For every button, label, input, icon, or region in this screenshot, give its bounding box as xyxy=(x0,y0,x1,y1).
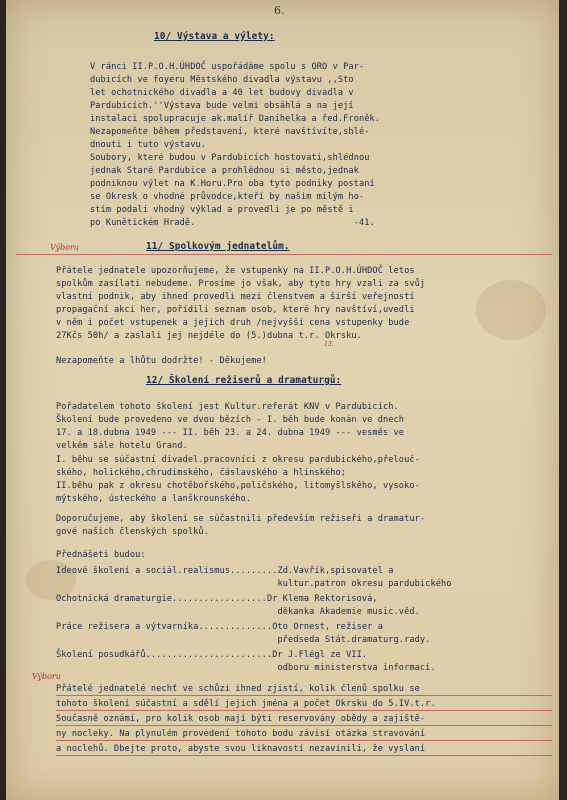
page-number: 6. xyxy=(274,4,285,17)
text-line: a noclehů. Dbejte proto, abyste svou liknavostí nezavinili, že vyslaní xyxy=(56,744,426,754)
red-underline xyxy=(16,254,552,255)
text-line: předseda Stát.dramaturg.rady. xyxy=(56,635,431,645)
text-line: Ochotnická dramaturgie..................Dr Klema Rektorisová, xyxy=(56,594,378,604)
text-line: Nezapomeňte a lhůtu dodržte! - Děkujeme! xyxy=(56,356,267,366)
handwritten-note: Výboru xyxy=(32,672,61,681)
text-line: kultur.patron okresu pardubického xyxy=(56,579,452,589)
text-line: stím podali vhodný výklad a provedli je po městě i xyxy=(90,205,354,215)
text-line: odboru ministerstva informací. xyxy=(56,663,436,673)
text-line: Přednášeti budou: xyxy=(56,550,146,560)
text-line: Přátele jednatele upozorňujeme, že vstupenky na II.P.O.H.ÚHDOČ letos xyxy=(56,266,415,276)
text-line: V ránci II.P.O.H.ÚHDOČ uspořádáme spolu s ORO v Par- xyxy=(90,62,365,72)
text-line: gové našich členských spolků. xyxy=(56,527,209,537)
text-line: Školení bude provedeno ve dvou bězích - I. běh bude konán ve dnech xyxy=(56,415,405,425)
section-heading: 10/ Výstava a výlety: xyxy=(154,31,275,42)
text-line: Pardubicích.''Výstava bude velmi obsáhlá a na její xyxy=(90,101,354,111)
text-line: II.běhu pak z okresu chotěbořského,poličského, litomyšlského, vysoko- xyxy=(56,481,420,491)
text-line: se Okresk o vhodné průvodce,kteří by našim milým ho- xyxy=(90,192,365,202)
handwritten-correction: 13. xyxy=(324,341,334,348)
text-line: Nezapomeňte během představení, které navštívíte,shlé- xyxy=(90,127,370,137)
red-underline xyxy=(56,740,552,741)
paper-stain xyxy=(476,280,546,340)
text-line: let ochotnického divadla a 40 let budovy divadla v xyxy=(90,88,354,98)
text-line: Ideové školení a sociál.realismus.........Zd.Vavřík,spisovatel a xyxy=(56,566,394,576)
document-page xyxy=(6,0,559,800)
text-line: Přátelé jednatelé nechť ve schůzi ihned zjistí, kolik členů spolku se xyxy=(56,684,420,694)
text-line: tohoto školení súčastní a sdělí jejich jména a počet Okrsku do 5.IV.t.r. xyxy=(56,699,436,709)
text-line: I. běhu se súčastní divadel.pracovníci z okresu pardubického,přelouč- xyxy=(56,455,420,465)
handwritten-note: Výboru xyxy=(50,243,79,252)
text-line: po Kunětickém Hradě. -41. xyxy=(90,218,375,228)
text-line: Doporučujeme, aby školení se súčastnili především režiseři a dramatur- xyxy=(56,514,426,524)
text-line: 27Kčs 50h/ a zaslali jej nejdéle do (5.)dubna t.r. Okrsku. xyxy=(56,331,362,341)
text-line: Současně oznámí, pro kolik osob mají býti reservovány obědy a zajiště- xyxy=(56,714,426,724)
red-underline xyxy=(56,755,552,756)
text-line: mýtského, ústeckého a lanškrounského. xyxy=(56,494,252,504)
text-line: 17. a 18.dubna 1949 --- II. běh 23. a 24. dubna 1949 --- vesměs ve xyxy=(56,428,405,438)
text-line: propagační akci her, pořídili seznam osob, které hry navštíví,uvedli xyxy=(56,305,415,315)
text-line: velkém sále hotelu Grand. xyxy=(56,441,188,451)
text-line: Soubory, které budou v Pardubicích hostovati,shlédnou xyxy=(90,153,370,163)
text-line: spolkům zasílati nebudeme. Prosíme jo však, aby tyto hry vzali za svůj xyxy=(56,279,426,289)
text-line: podniknou výlet na K.Horu.Pro oba tyto podniky postaní xyxy=(90,179,375,189)
red-underline xyxy=(56,710,552,711)
text-line: Školení posudkářů........................Dr J.Flégl ze VII. xyxy=(56,650,368,660)
text-line: dnouti i tuto výstavu. xyxy=(90,140,207,150)
section-heading: 12/ Školení režiserů a dramaturgů: xyxy=(146,375,342,386)
text-line: ny nocleky. Na plynulém provedení tohoto bodu závisí otázka stravování xyxy=(56,729,426,739)
text-line: v něm i počet vstupenek a jejich druh /nejvyšší cena vstupenky bude xyxy=(56,318,410,328)
text-line: ského, holického,chrudimského, čáslavského a hlinského; xyxy=(56,468,347,478)
red-underline xyxy=(56,725,552,726)
text-line: vlastní podnik, aby ihned provedli mezi členstvem a širší veřejností xyxy=(56,292,415,302)
text-line: dubicích ve foyeru Městského divadla výstavu ,,Sto xyxy=(90,75,354,85)
red-underline xyxy=(56,695,552,696)
text-line: jednak Staré Pardubice a prohlédnou si město,jednak xyxy=(90,166,359,176)
text-line: děkanka Akademie music.věd. xyxy=(56,607,420,617)
text-line: instalaci spolupracuje ak.malíř Danihelka a řed.Froněk. xyxy=(90,114,381,124)
text-line: Pořadatelem tohoto školení jest Kultur.referát KNV v Pardubicích. xyxy=(56,402,399,412)
text-line: Práce režisera a výtvarníka..............Oto Ornest, režiser a xyxy=(56,622,383,632)
section-heading: 11/ Spolkovým jednatelům. xyxy=(146,241,290,252)
